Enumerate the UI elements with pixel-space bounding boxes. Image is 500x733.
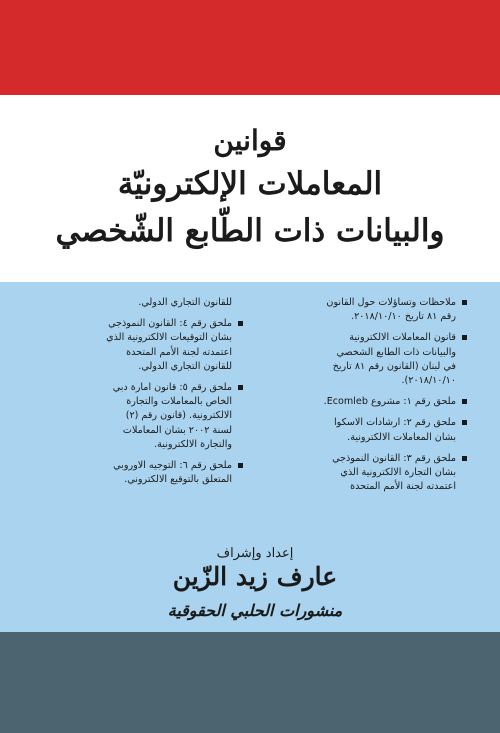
list-item-text: ملحق رقم ١: مشروع Ecomleb.	[323, 396, 456, 408]
title-line-3: والبيانات ذات الطّابع الشّخصي	[55, 213, 445, 249]
bullet-square-icon	[462, 335, 467, 340]
list-item	[262, 395, 467, 409]
list-item-text: ملاحظات وتساؤلات حول القانون رقم ٨١ تاريخ ٢٠١٨/١٠/١٠.	[326, 297, 456, 323]
list-item	[35, 459, 243, 487]
list-item-text: ملحق رقم ٦: التوجيه الاوروبي المتعلق بالتوقيع الالكتروني.	[113, 460, 232, 486]
list-item	[35, 317, 243, 374]
bullet-square-icon	[462, 420, 467, 425]
bullet-square-icon	[462, 399, 467, 404]
list-item	[262, 331, 467, 388]
list-item-text: ملحق رقم ٢: ارشادات الاسكوا بشان المعاملات الالكترونية.	[333, 417, 456, 443]
top-red-band	[0, 0, 500, 95]
contents-left-column	[35, 296, 243, 494]
list-item	[262, 296, 467, 324]
bullet-square-icon	[462, 300, 467, 305]
list-item-continuation: للقانون التجاري الدولي.	[138, 297, 232, 308]
bullet-square-icon	[238, 463, 243, 468]
list-item	[262, 452, 467, 495]
bullet-square-icon	[238, 385, 243, 390]
credit-label: إعداد وإشراف	[216, 546, 294, 561]
contents-right-column	[262, 296, 467, 501]
list-item	[35, 381, 243, 452]
title-line-1: قوانين	[213, 124, 287, 157]
list-item-text: قانون المعاملات الالكترونية والبيانات ذات الطابع الشخصي في لبنان (القانون رقم ٨١ تاريخ ٢٠١٨/١٠/١٠).	[332, 332, 456, 387]
list-item-text: ملحق رقم ٤: القانون النموذجي بشان التوقيعات الالكترونية الذي اعتمدته لجنة الأمم المتحدة للقانون التجاري الدولي.	[106, 318, 232, 372]
author-name: عارف زيد الزّين	[172, 562, 338, 591]
bottom-gray-band	[0, 632, 500, 733]
list-item	[262, 416, 467, 444]
bullet-square-icon	[238, 321, 243, 326]
bullet-square-icon	[462, 456, 467, 461]
publisher-name: منشورات الحلبي الحقوقية	[167, 601, 343, 620]
title-line-2: المعاملات الإلكترونيّة	[117, 166, 383, 202]
list-item-text: ملحق رقم ٥: قانون امارة دبي الخاص بالمعاملات والتجارة الالكترونية. (قانون رقم (٢) لسنة ٢٠٠٢ بشان المعاملات والتجارة الالكترونية.	[112, 382, 232, 450]
list-item-text: ملحق رقم ٣: القانون النموذجي بشان التجارة الالكترونية الذي اعتمدته لجنة الأمم المتحدة	[332, 452, 456, 493]
